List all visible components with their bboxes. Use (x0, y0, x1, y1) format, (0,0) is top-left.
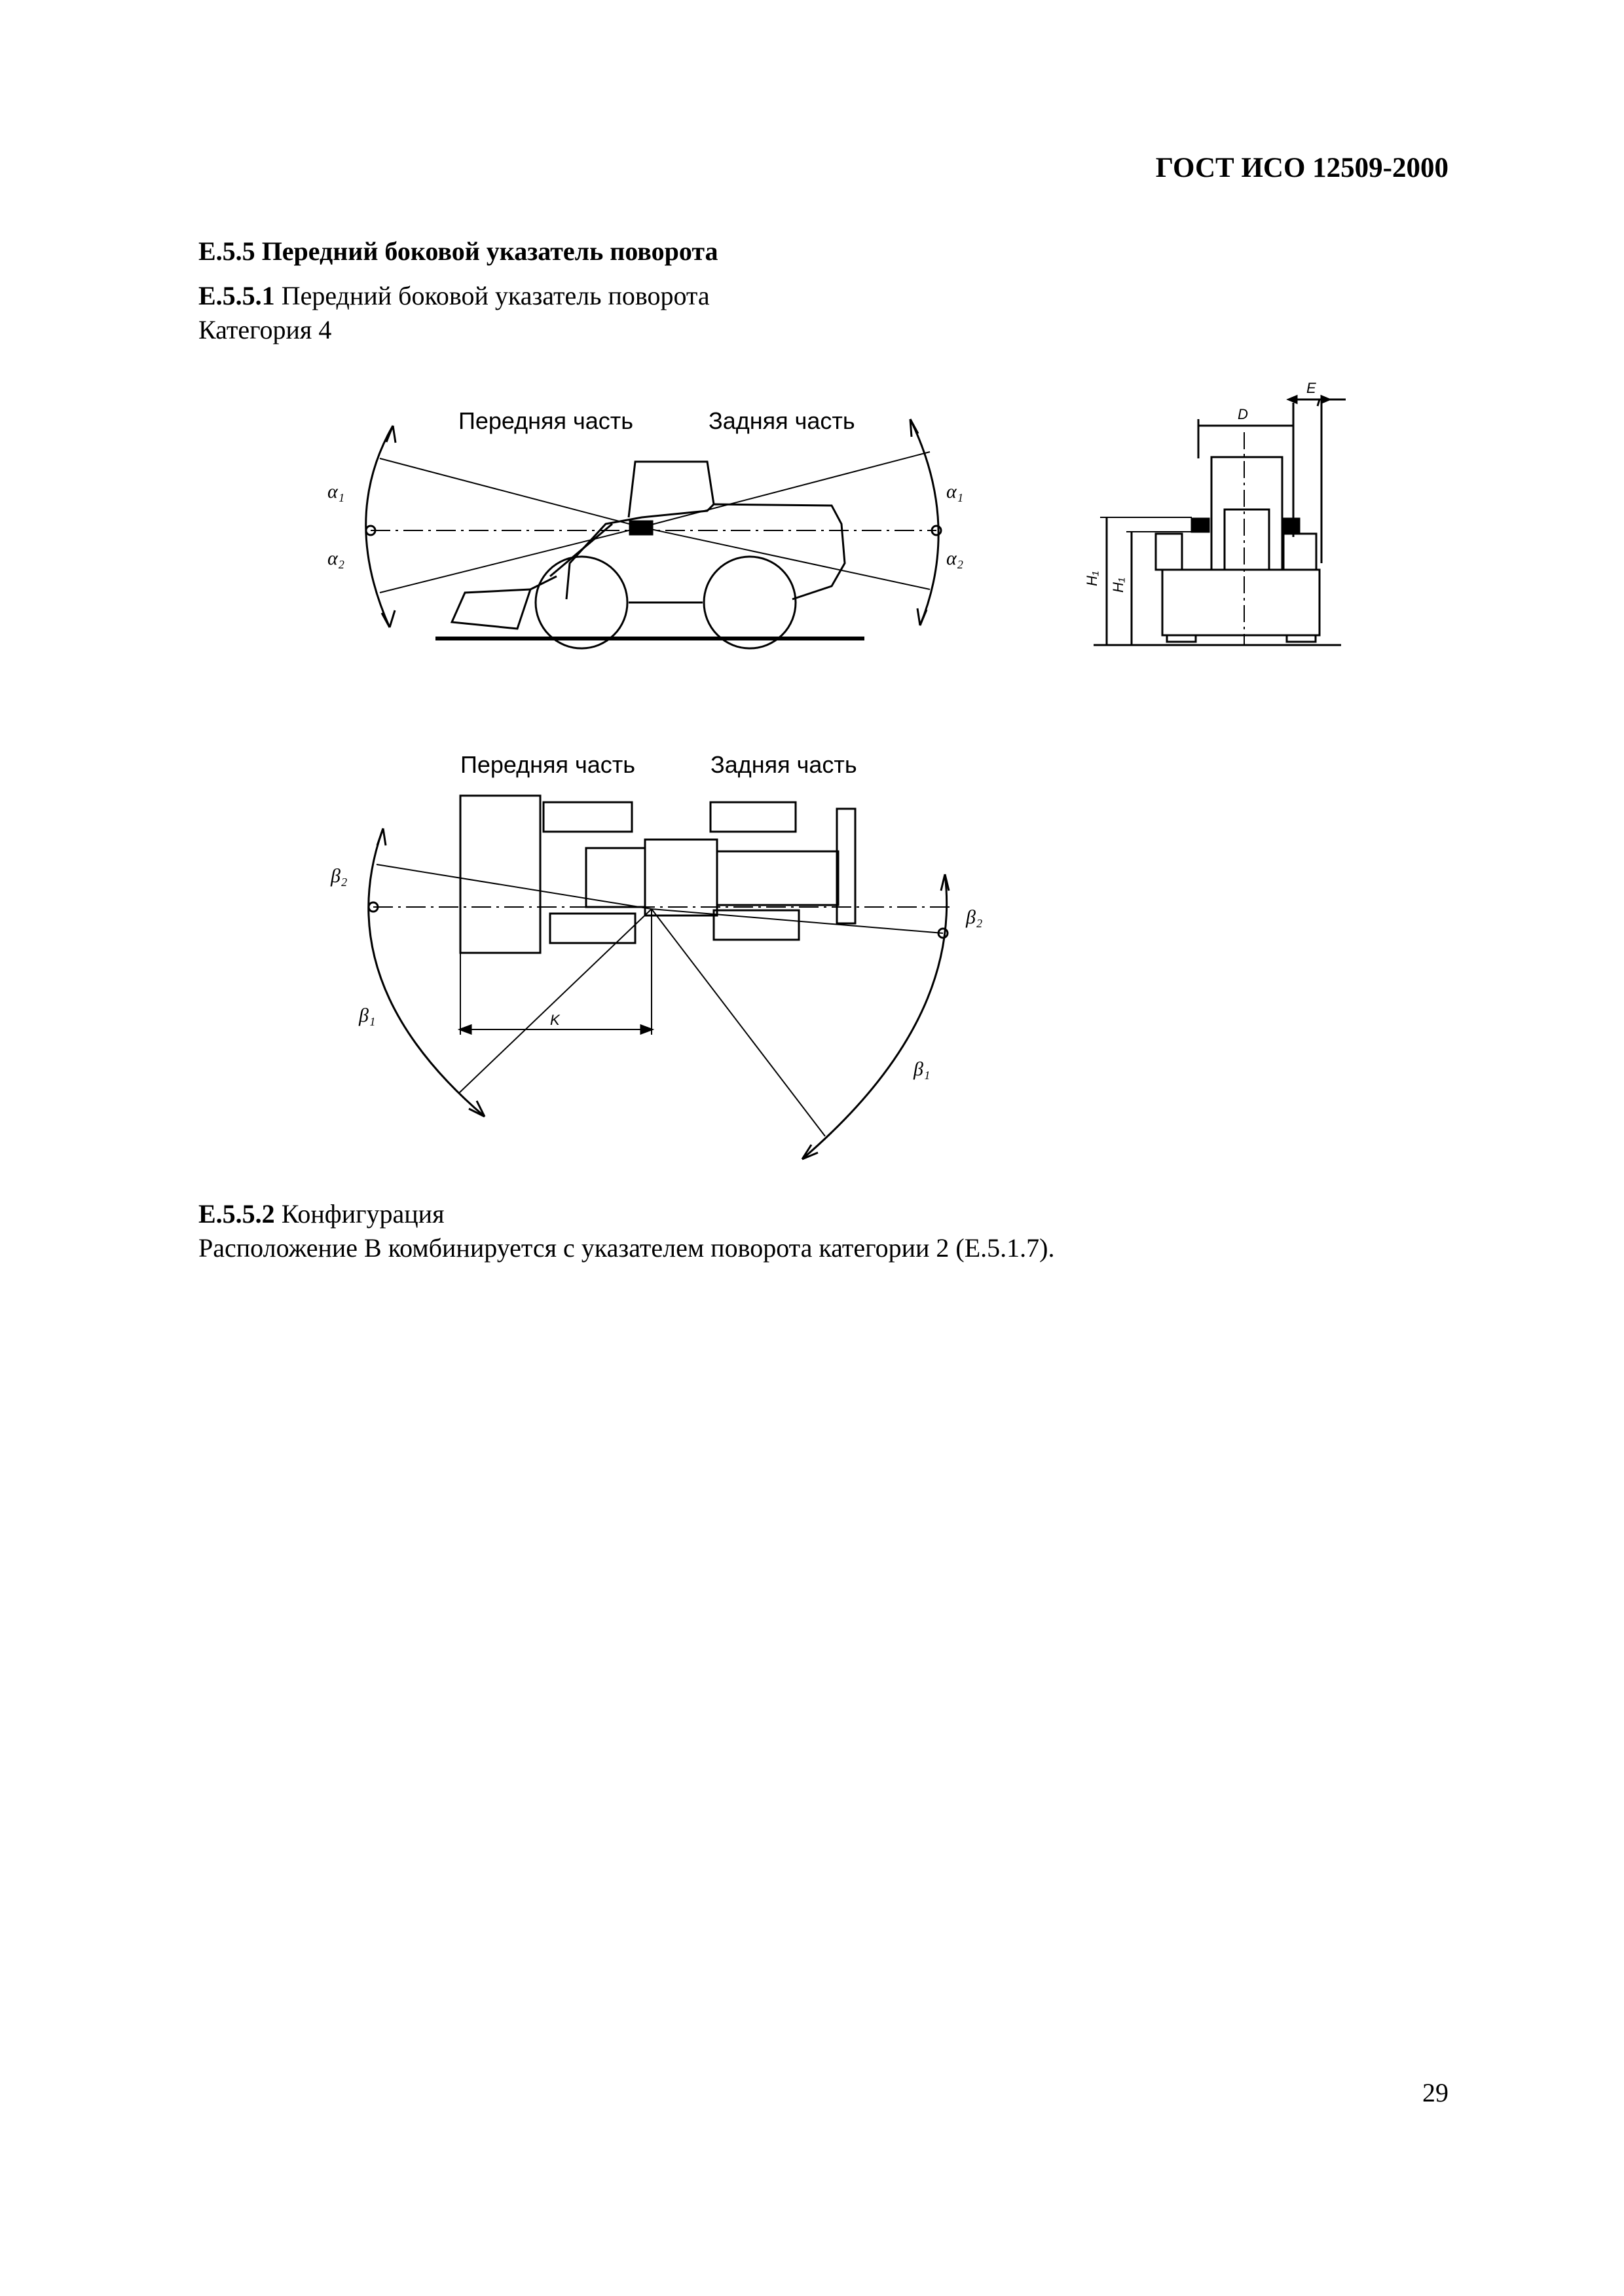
beta1-left-label: β₁ (359, 1005, 376, 1026)
document-header: ГОСТ ИСО 12509-2000 (1155, 153, 1449, 183)
side-view-figure (366, 419, 941, 648)
top-view-figure (369, 796, 950, 1159)
dim-k-label: K (550, 1012, 560, 1028)
dim-d-label: D (1238, 406, 1248, 422)
alpha1-left-label: α₁ (327, 481, 345, 502)
page-number: 29 (1422, 2078, 1449, 2107)
section-title: Передний боковой указатель поворота (281, 281, 710, 310)
top-view-rear-label: Задняя часть (710, 751, 857, 778)
dim-h1-outer-label: H₁ (1084, 571, 1100, 586)
section-number: Е.5.5 (198, 236, 255, 266)
alpha2-right-label: α₂ (946, 547, 964, 569)
section-number: Е.5.5.2 (198, 1199, 275, 1229)
beta2-right-label: β₂ (966, 906, 983, 928)
front-view-figure (1094, 396, 1346, 645)
alpha2-left-label: α₂ (327, 547, 345, 569)
beta1-right-label: β₁ (913, 1058, 931, 1080)
top-view-front-label: Передняя часть (460, 751, 636, 778)
side-view-rear-label: Задняя часть (709, 407, 855, 434)
side-view-front-label: Передняя часть (458, 407, 634, 434)
alpha1-right-label: α₁ (946, 481, 964, 502)
section-title: Конфигурация (281, 1199, 445, 1229)
section-heading-e5552 (198, 1198, 444, 1229)
section-body-text: Расположение В комбинируется с указателем поворота категории 2 (Е.5.1.7). (198, 1233, 1055, 1263)
category-label: Категория 4 (198, 315, 332, 344)
section-title: Передний боковой указатель поворота (261, 236, 718, 266)
dim-h1-inner-label: H₁ (1110, 578, 1126, 593)
dim-e-label: E (1306, 380, 1316, 396)
beta2-left-label: β₂ (331, 865, 348, 887)
section-number: Е.5.5.1 (198, 281, 275, 310)
